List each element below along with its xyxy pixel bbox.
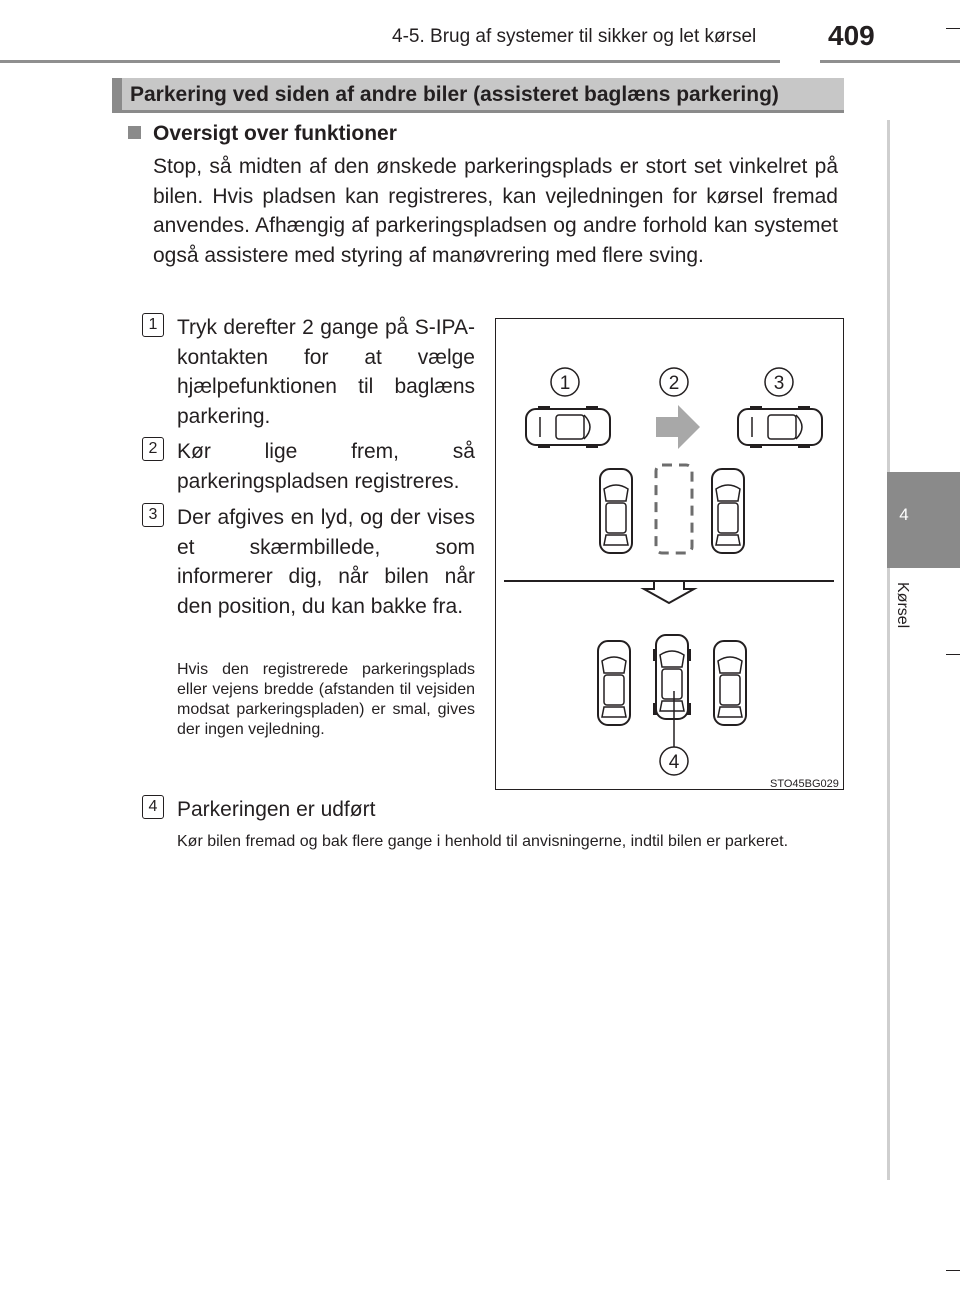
callout-3 [765, 368, 793, 396]
header-rule-gap [780, 54, 820, 66]
car-position-1 [526, 406, 610, 448]
step-badge: 2 [142, 437, 164, 461]
step-badge: 3 [142, 503, 164, 527]
section-title-accent [112, 78, 122, 113]
page-number: 409 [828, 20, 875, 51]
arrow-right-icon [656, 405, 700, 449]
step-badge: 1 [142, 313, 164, 337]
step-badge: 4 [142, 795, 164, 819]
step-text: Der afgives en lyd, og der vises et skærmbillede, som informerer dig, når bilen når den position, du kan bakke fra. [177, 506, 475, 618]
step-note: Kør bilen fremad og bak flere gange i henhold til anvisningerne, indtil bilen er parkeret. [177, 833, 789, 850]
parking-figure [495, 318, 844, 790]
arrow-down-icon [644, 581, 694, 603]
chapter-tab-number: 4 [899, 505, 909, 524]
svg-text:3: 3 [773, 373, 785, 394]
callout-4 [660, 747, 688, 775]
callout-2 [660, 368, 688, 396]
subsection-title: Oversigt over funktioner [153, 122, 397, 145]
chapter-tab-label: Kørsel [894, 582, 911, 629]
parking-diagram [496, 319, 842, 788]
svg-text:1: 1 [559, 373, 571, 394]
trim-mark [946, 654, 960, 655]
trim-mark [946, 28, 960, 29]
trim-mark [946, 1270, 960, 1271]
car-position-3 [738, 406, 822, 448]
svg-text:4: 4 [668, 752, 680, 773]
callout-1 [551, 368, 579, 396]
parked-car-final [653, 635, 691, 719]
running-header: 4-5. Brug af systemer til sikker og let kørsel [392, 26, 757, 47]
step-text: Kør lige frem, så parkeringspladsen registreres. [177, 440, 475, 493]
step-text: Tryk derefter 2 gange på S-IPA-kontakten for at vælge hjælpefunktionen til baglæns parkering. [177, 316, 475, 428]
side-tab-line [887, 120, 890, 1180]
step-text: Parkeringen er udført [177, 798, 376, 821]
parked-car [600, 469, 632, 553]
svg-text:2: 2 [668, 373, 680, 394]
parked-car [712, 469, 744, 553]
figure-code: STO45BG029 [770, 778, 839, 790]
section-title: Parkering ved siden af andre biler (assisteret baglæns parkering) [130, 83, 779, 106]
subsection-heading [128, 122, 397, 146]
parked-car [714, 641, 746, 725]
target-parking-space [656, 465, 692, 553]
parked-car [598, 641, 630, 725]
step-note: Hvis den registrerede parkeringsplads eller vejens bredde (afstanden til vejsiden modsat parkeringspladen) er smal, gives der ingen vejledning. [177, 661, 475, 738]
square-bullet-icon [128, 126, 141, 139]
subsection-body: Stop, så midten af den ønskede parkeringsplads er stort set vinkelret på bilen. Hvis pladsen kan registreres, kan vejledningen for kørsel fremad anvendes. Afhængig af parkeringspladsen og andre forhold kan systemet også assistere med styring af manøvrering med flere sving. [153, 155, 838, 267]
